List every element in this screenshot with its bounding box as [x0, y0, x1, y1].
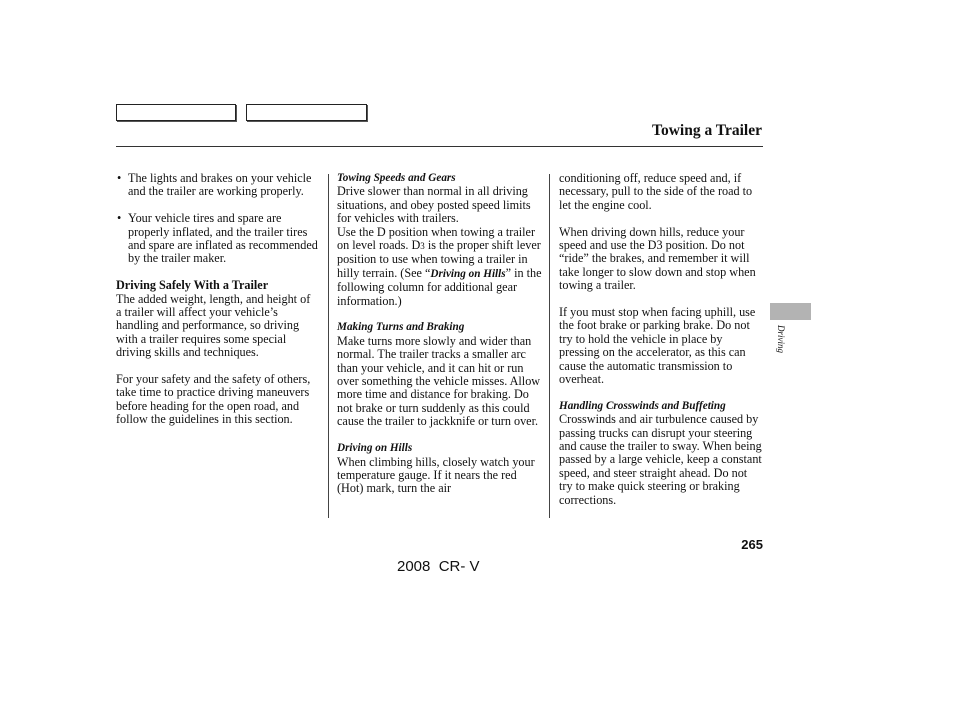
nav-button-contents[interactable] [116, 104, 236, 121]
paragraph [337, 226, 543, 308]
text-run: Use the D position when towing a trailer on level roads. D [337, 224, 536, 253]
page-title: Towing a Trailer [652, 122, 762, 139]
paragraph: Make turns more slowly and wider than normal. The trailer tracks a smaller arc than your vehicle, and it can hit or run over something the vehicle misses. Allow more time and distance for braking. Do not brake or turn suddenly as this could cause the trailer to jackknife or turn over. [337, 333, 541, 429]
paragraph: When climbing hills, closely watch your temperature gauge. If it nears the red (Hot) mark, turn the air [337, 454, 535, 496]
bullet-text: Your vehicle tires and spare are properly inflated, and the trailer tires and spare are inflated as recommended by the trailer maker. [128, 211, 318, 266]
subheading-turns-braking: Making Turns and Braking [337, 321, 465, 334]
paragraph: The added weight, length, and height of a trailer will affect your vehicle’s handling and performance, so driving with a trailer requires some special driving skills and techniques. [116, 291, 311, 360]
text-run: is the proper shift lever position to use when towing a trailer in hilly terrain. (See “ [337, 238, 541, 280]
subheading-crosswinds: Handling Crosswinds and Buffeting [559, 399, 726, 412]
paragraph: Drive slower than normal in all driving situations, and obey posted speed limits for vehicles with trailers. [337, 184, 531, 226]
subheading-towing-speeds: Towing Speeds and Gears [337, 172, 456, 184]
paragraph: conditioning off, reduce speed and, if necessary, pull to the side of the road to let the engine cool. [559, 171, 753, 212]
gear-subscript: 3 [420, 241, 425, 252]
column-1 [116, 172, 318, 427]
bullet-dot: • [117, 171, 122, 185]
header-rule [116, 146, 763, 147]
page-number: 265 [741, 537, 763, 552]
section-tab-label: Driving [776, 325, 786, 353]
bullet-dot: • [117, 211, 122, 226]
column-2 [337, 172, 543, 496]
footer-model: 2008 CR- V [397, 558, 480, 575]
column-divider [328, 174, 329, 518]
nav-button-index[interactable] [246, 104, 367, 121]
column-divider [549, 174, 550, 518]
bullet-item [116, 172, 318, 199]
paragraph: Crosswinds and air turbulence caused by passing trucks can disrupt your steering and cause the trailer to sway. When being passed by a large vehicle, keep a constant speed, and steer straight ahead. Do not try to make quick steering or braking corrections. [559, 412, 762, 507]
subheading-driving-hills: Driving on Hills [337, 442, 413, 455]
section-tab[interactable] [770, 303, 811, 320]
cross-reference-link[interactable]: Driving on Hills [430, 267, 506, 280]
paragraph: For your safety and the safety of others, take time to practice driving maneuvers before heading for the open road, and follow the guidelines in this section. [116, 372, 311, 427]
column-3 [559, 172, 762, 507]
bullet-item [116, 212, 318, 266]
paragraph: If you must stop when facing uphill, use the foot brake or parking brake. Do not try to hold the vehicle in place by pressing on the accelerator, as this can cause the automatic transmission to overheat. [559, 305, 756, 387]
paragraph: When driving down hills, reduce your speed and use the D3 position. Do not “ride” the brakes, and remember it will take longer to slow down and stop when towing a trailer. [559, 224, 756, 293]
section-heading: Driving Safely With a Trailer [116, 278, 269, 293]
bullet-text: The lights and brakes on your vehicle and the trailer are working properly. [128, 171, 312, 199]
text-run: ” in the following column for additional gear information.) [337, 265, 542, 308]
